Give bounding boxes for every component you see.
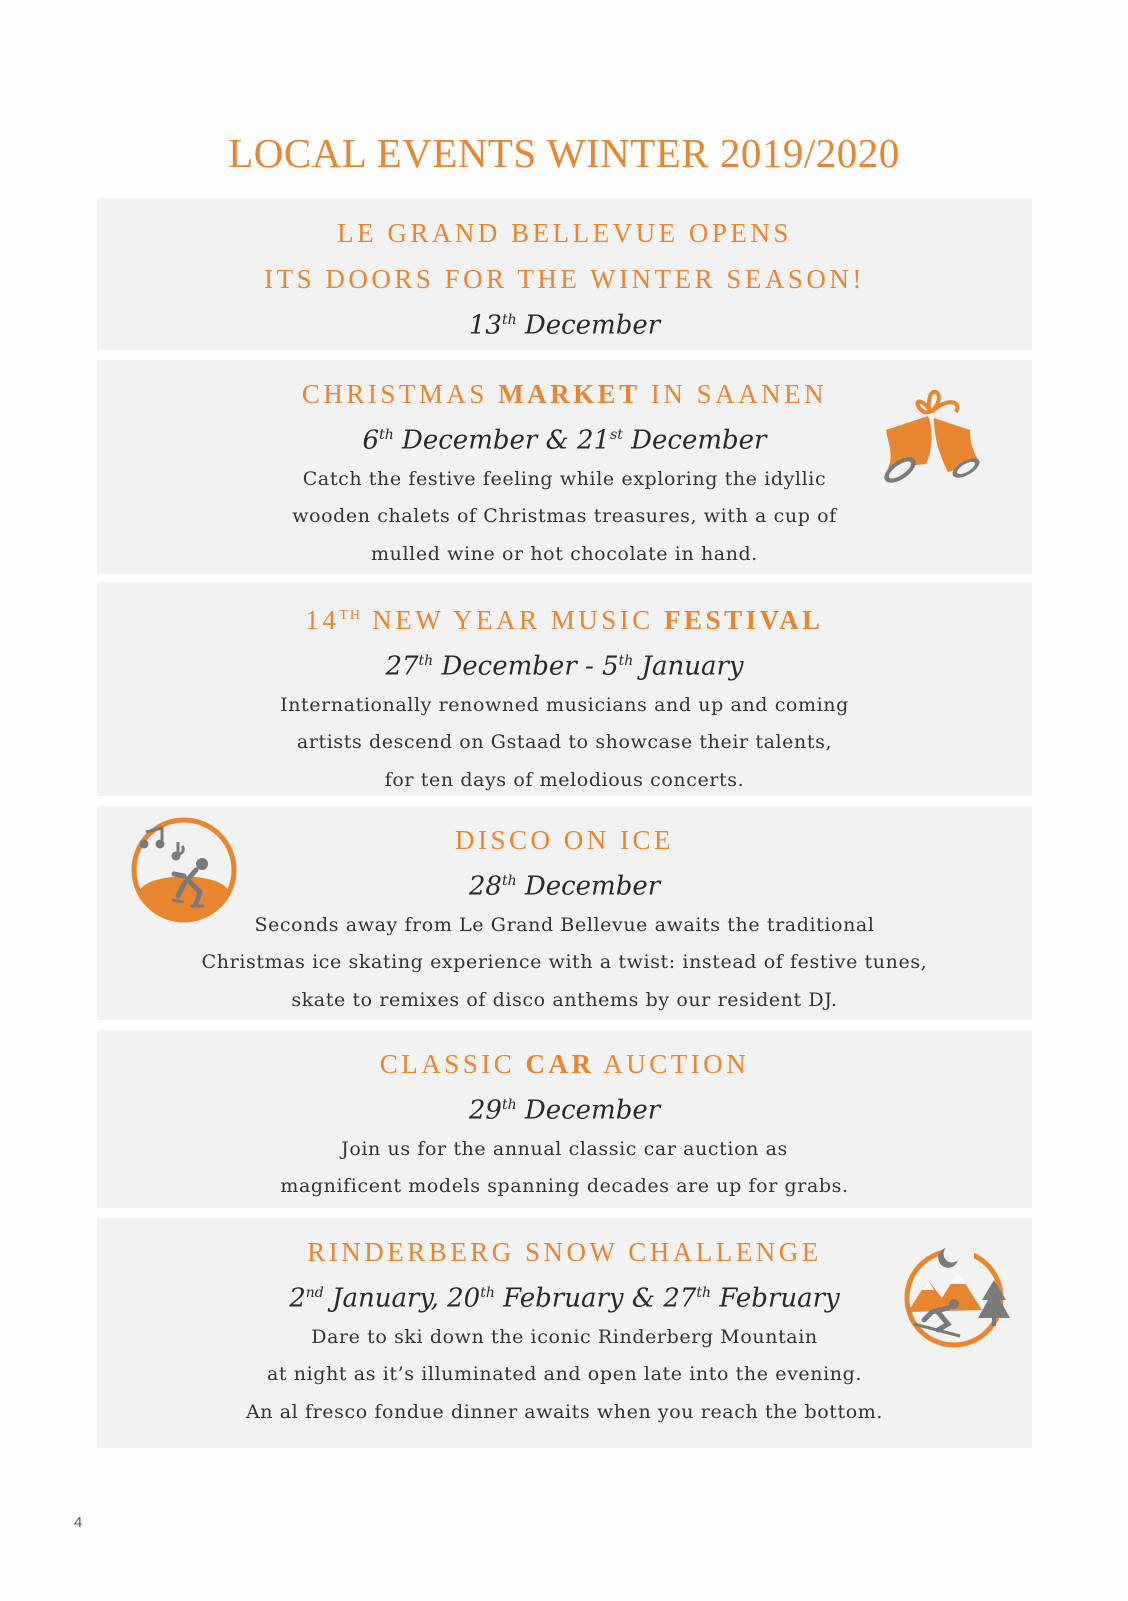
event-card-music-festival — [97, 582, 1032, 796]
event-description: Seconds away from Le Grand Bellevue awaits the traditional Christmas ice skating experience with a twist: instead of festive tunes, skate to remixes of disco anthems by our resident DJ. — [201, 913, 928, 1011]
event-heading: CLASSIC CAR AUCTION — [379, 1049, 750, 1079]
page-number: 4 — [74, 1514, 83, 1531]
event-date: 2nd January, 20th February & 27th February — [289, 1283, 840, 1314]
disco-ice-skater-icon — [130, 814, 238, 924]
event-date: 27th December - 5th January — [385, 651, 744, 682]
event-heading: RINDERBERG SNOW CHALLENGE — [307, 1237, 822, 1267]
event-heading: CHRISTMAS MARKET IN SAANEN — [301, 379, 828, 409]
event-card-car-auction — [97, 1030, 1032, 1208]
event-card-opening — [97, 198, 1032, 350]
event-date: 28th December — [468, 871, 661, 902]
event-date: 6th December & 21st December — [362, 425, 767, 456]
event-heading: DISCO ON ICE — [454, 825, 674, 855]
event-description: Join us for the annual classic car auction as magnificent models spanning decades are up for grabs. — [280, 1137, 849, 1198]
event-card-christmas-market — [97, 360, 1032, 574]
christmas-bells-icon — [878, 390, 982, 490]
event-description: Internationally renowned musicians and up and coming artists descend on Gstaad to showcase their talents, for ten days of melodious concerts. — [280, 693, 849, 791]
event-heading-line1: LE GRAND BELLEVUE OPENS — [337, 218, 792, 248]
event-date: 29th December — [468, 1095, 661, 1126]
event-card-rinderberg — [97, 1218, 1032, 1448]
night-skier-mountain-icon — [902, 1240, 1012, 1352]
event-card-disco-on-ice — [97, 806, 1032, 1020]
event-description: Dare to ski down the iconic Rinderberg Mountain at night as it’s illuminated and open late into the evening. An al fresco fondue dinner awaits when you reach the bottom. — [245, 1325, 884, 1423]
event-date: 13th December — [468, 310, 661, 341]
page-title: LOCAL EVENTS WINTER 2019/2020 — [228, 130, 900, 177]
event-heading-line2: ITS DOORS FOR THE WINTER SEASON! — [264, 264, 865, 294]
event-heading — [97, 198, 1032, 302]
event-description: Catch the festive feeling while exploring the idyllic wooden chalets of Christmas treasures, with a cup of mulled wine or hot chocolate in hand. — [292, 467, 837, 565]
event-heading: 14TH NEW YEAR MUSIC FESTIVAL — [305, 605, 824, 635]
